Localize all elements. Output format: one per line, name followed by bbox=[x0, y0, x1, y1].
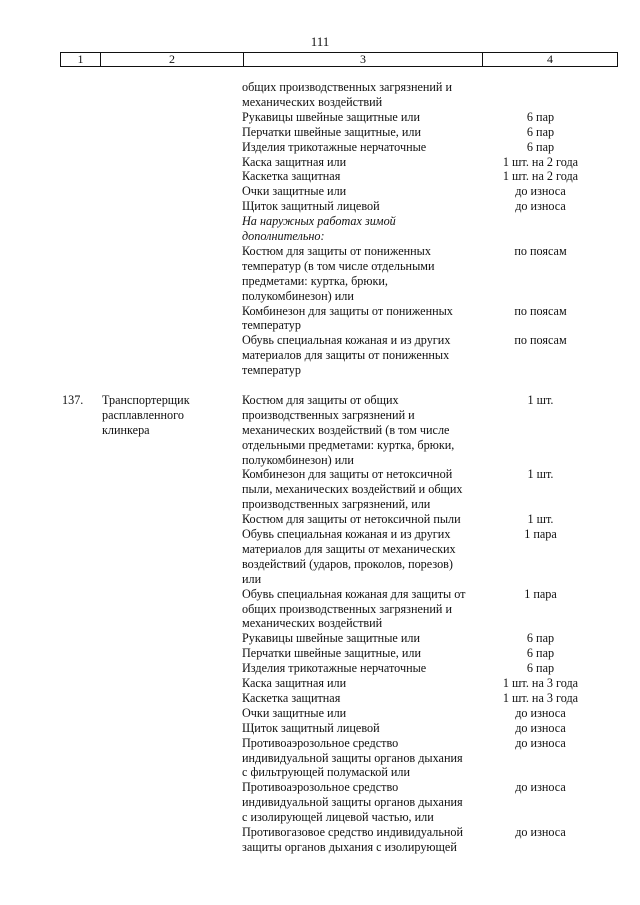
item-text: Обувь специальная кожаная и из других bbox=[242, 527, 451, 541]
item-quantity: по поясам bbox=[514, 333, 567, 348]
item-text: Перчатки швейные защитные, или bbox=[242, 124, 422, 139]
item-text: общих производственных загрязнений и bbox=[242, 601, 453, 616]
item-text: Рукавицы швейные защитные или bbox=[242, 631, 420, 646]
item-quantity: 6 пар bbox=[526, 661, 555, 676]
item-text: Каскетка защитная bbox=[242, 169, 341, 184]
item-text: Очки защитные или bbox=[242, 184, 347, 199]
item-quantity: до износа bbox=[515, 184, 566, 199]
item-text: с фильтрующей полумаской или bbox=[242, 765, 411, 780]
item-text: Рукавицы швейные защитные или bbox=[242, 109, 420, 124]
item-text: полукомбинезон) или bbox=[242, 288, 354, 303]
item-quantity: до износа bbox=[515, 780, 566, 795]
item-text: отдельными предметами: куртка, брюки, bbox=[242, 437, 455, 452]
item-quantity: 6 пар bbox=[526, 631, 555, 646]
item-text: индивидуальной защиты органов дыхания bbox=[242, 750, 463, 765]
item-text: Противогазовое средство индивидуальной bbox=[242, 825, 464, 839]
item-text: Костюм для защиты от пониженных bbox=[242, 243, 431, 258]
item-text: механических воздействий (в том числе bbox=[242, 422, 450, 437]
item-quantity: до износа bbox=[515, 735, 566, 750]
page-number: 111 bbox=[310, 34, 330, 49]
item-text: дополнительно: bbox=[242, 229, 325, 243]
item-text: защиты органов дыхания с изолирующей bbox=[242, 839, 457, 854]
item-text: Каска защитная или bbox=[242, 676, 347, 690]
item-text: механических воздействий bbox=[242, 616, 383, 631]
item-text: температур (в том числе отдельными bbox=[242, 258, 435, 273]
item-quantity: до износа bbox=[515, 720, 566, 735]
item-text: Каскетка защитная bbox=[242, 690, 341, 705]
item-text: воздействий (ударов, проколов, порезов) bbox=[242, 556, 453, 571]
item-quantity: 1 шт. bbox=[527, 467, 554, 482]
item-text: Каска защитная или bbox=[242, 154, 347, 169]
item-text: Изделия трикотажные нерчаточные bbox=[242, 661, 427, 676]
item-text: температур bbox=[242, 363, 301, 378]
item-text: Обувь специальная кожаная для защиты от bbox=[242, 586, 466, 601]
item-text: или bbox=[242, 571, 262, 586]
column-header-4: 4 bbox=[547, 52, 553, 66]
item-text: температур bbox=[242, 318, 301, 333]
item-text: Обувь специальная кожаная и из других bbox=[242, 333, 451, 348]
item-text: Изделия трикотажные нерчаточные bbox=[242, 139, 427, 154]
column-header-1: 1 bbox=[61, 53, 101, 66]
item-quantity: 6 пар bbox=[526, 139, 555, 154]
item-quantity: до износа bbox=[515, 199, 566, 214]
item-quantity: 6 пар bbox=[526, 109, 555, 124]
item-quantity: 1 пара bbox=[524, 586, 557, 601]
item-text: производственных загрязнений и bbox=[242, 407, 415, 422]
item-text: На наружных работах зимой bbox=[242, 214, 396, 229]
item-quantity: 1 шт. на 2 года bbox=[502, 154, 579, 169]
item-text: с изолирующей лицевой частью, или bbox=[242, 810, 434, 825]
table-header bbox=[60, 52, 618, 67]
job-title: Транспортерщик bbox=[102, 392, 190, 407]
item-text: Противоаэрозольное средство bbox=[242, 780, 399, 795]
item-text: полукомбинезон) или bbox=[242, 452, 354, 467]
item-quantity: 1 шт. на 3 года bbox=[502, 690, 579, 705]
item-quantity: 1 шт. bbox=[527, 512, 554, 527]
column-header-3: 3 bbox=[244, 53, 483, 66]
item-quantity: 1 шт. на 2 года bbox=[502, 169, 579, 184]
item-quantity: по поясам bbox=[514, 243, 567, 258]
item-text: Щиток защитный лицевой bbox=[242, 720, 380, 735]
item-quantity: до износа bbox=[515, 825, 566, 839]
item-text: производственных загрязнений, или bbox=[242, 497, 431, 512]
item-text: Костюм для защиты от нетоксичной пыли bbox=[242, 512, 461, 527]
item-text: Комбинезон для защиты от нетоксичной bbox=[242, 467, 453, 482]
row-number: 137. bbox=[62, 392, 84, 407]
item-quantity: по поясам bbox=[514, 303, 567, 318]
job-title: клинкера bbox=[102, 422, 150, 437]
item-text: материалов для защиты от пониженных bbox=[242, 348, 450, 363]
item-quantity: 1 пара bbox=[524, 527, 557, 541]
item-text: индивидуальной защиты органов дыхания bbox=[242, 795, 463, 810]
item-text: Комбинезон для защиты от пониженных bbox=[242, 303, 453, 318]
item-text: механических воздействий bbox=[242, 94, 383, 109]
item-text: Костюм для защиты от общих bbox=[242, 392, 399, 407]
item-text: предметами: куртка, брюки, bbox=[242, 273, 388, 288]
item-text: Перчатки швейные защитные, или bbox=[242, 646, 422, 661]
job-title: расплавленного bbox=[102, 407, 184, 422]
item-quantity: 1 шт. bbox=[527, 392, 554, 407]
item-quantity: 6 пар bbox=[526, 124, 555, 139]
item-text: пыли, механических воздействий и общих bbox=[242, 482, 463, 497]
item-quantity: 1 шт. на 3 года bbox=[502, 676, 579, 690]
item-text: Очки защитные или bbox=[242, 705, 347, 720]
item-text: материалов для защиты от механических bbox=[242, 541, 456, 556]
item-text: Щиток защитный лицевой bbox=[242, 199, 380, 214]
item-text: общих производственных загрязнений и bbox=[242, 80, 453, 94]
item-text: Противоаэрозольное средство bbox=[242, 735, 399, 750]
item-quantity: 6 пар bbox=[526, 646, 555, 661]
item-quantity: до износа bbox=[515, 705, 566, 720]
column-header-2: 2 bbox=[101, 53, 244, 66]
